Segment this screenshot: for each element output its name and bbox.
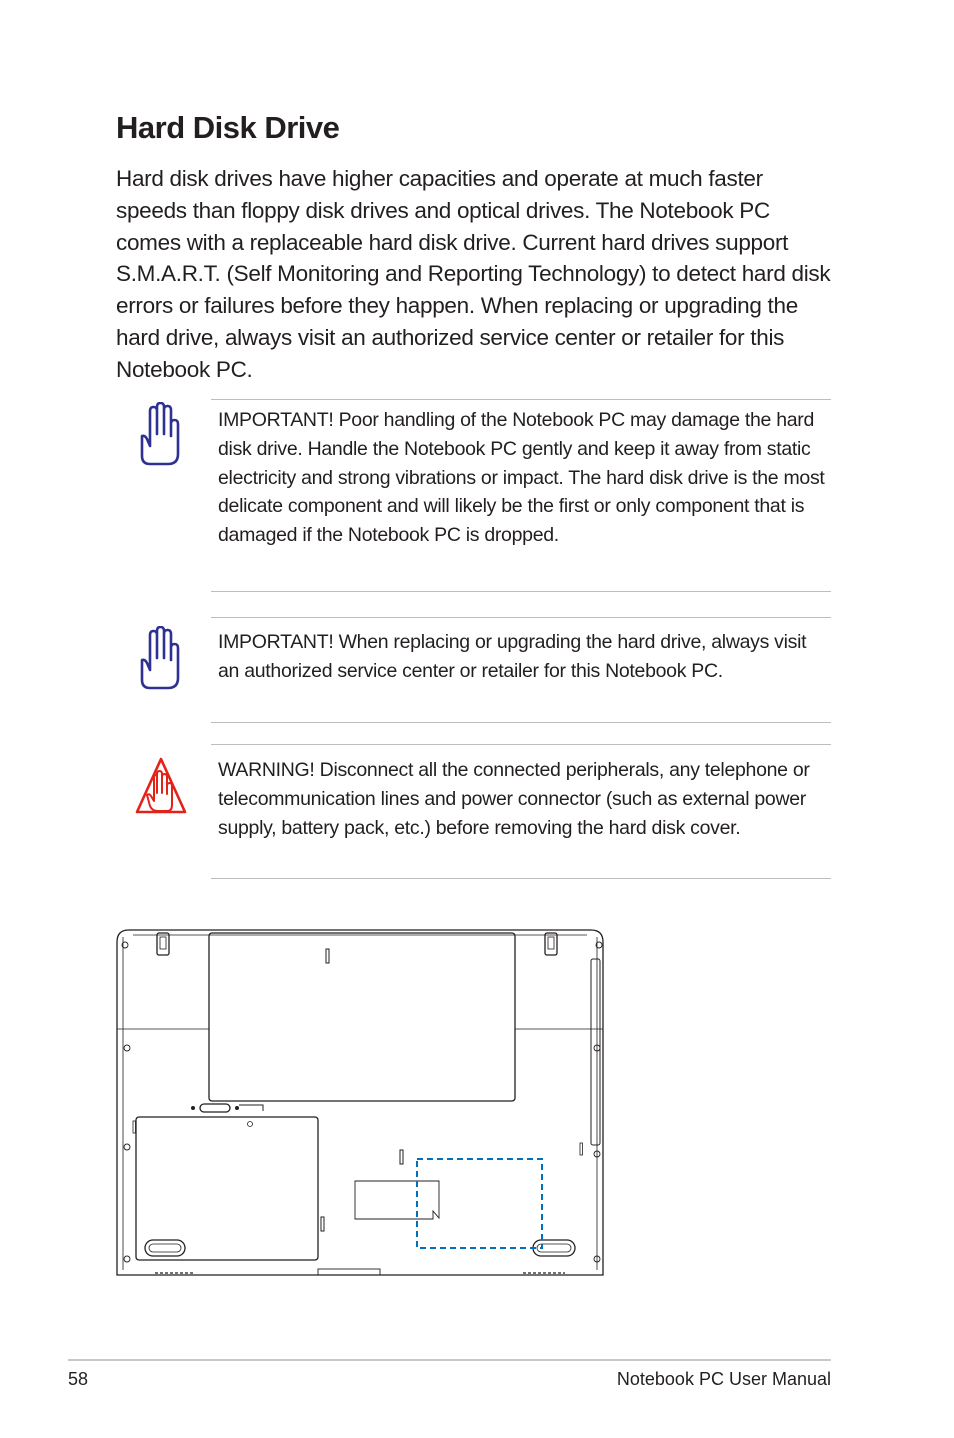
page-number: 58 [68, 1369, 89, 1389]
warning-hand-icon [134, 756, 188, 818]
notebook-underside-illustration [115, 925, 609, 1281]
manual-title: Notebook PC User Manual [616, 1369, 831, 1389]
spring-lock [200, 1104, 230, 1112]
important-note-service [211, 617, 831, 723]
note-text: IMPORTANT! Poor handling of the Notebook PC may damage the hard disk drive. Handle the Notebook PC gently and keep it away from static electricity and strong vibrations or impact. The hard disk drive is the most delicate component and will likely be the first or only component that is damaged if the Notebook PC is dropped. [218, 409, 825, 547]
warning-note-disconnect [211, 744, 831, 879]
notebook-body-outline [117, 930, 603, 1275]
hard-disk-location-highlight [417, 1159, 542, 1248]
section-title: Hard Disk Drive [116, 110, 340, 145]
hand-stop-icon [136, 626, 182, 690]
battery-lock-left [157, 933, 169, 955]
note-text: IMPORTANT! When replacing or upgrading the hard drive, always visit an authorized service center or retailer for this Notebook PC. [218, 631, 807, 682]
battery-lock-right [545, 933, 557, 955]
note-text: WARNING! Disconnect all the connected peripherals, any telephone or telecommunication lines and power connector (such as external power supply, battery pack, etc.) before removing the hard disk cover. [218, 759, 810, 839]
battery-compartment [209, 933, 515, 1101]
footer-divider [68, 1359, 831, 1361]
hand-stop-icon [136, 402, 182, 466]
rubber-foot-right [533, 1240, 575, 1256]
important-note-handling [211, 399, 831, 592]
rubber-foot-left [145, 1240, 185, 1256]
memory-compartment [136, 1117, 318, 1260]
intro-paragraph: Hard disk drives have higher capacities and operate at much faster speeds than floppy disk drives and optical drives. The Notebook PC comes with a replaceable hard disk drive. Current hard drives support S.M.A.R.T. (Self Monitoring and Reporting Technology) to detect hard disk errors or failures before they happen. When replacing or upgrading the hard drive, always visit an authorized service center or retailer for this Notebook PC. [116, 166, 831, 382]
